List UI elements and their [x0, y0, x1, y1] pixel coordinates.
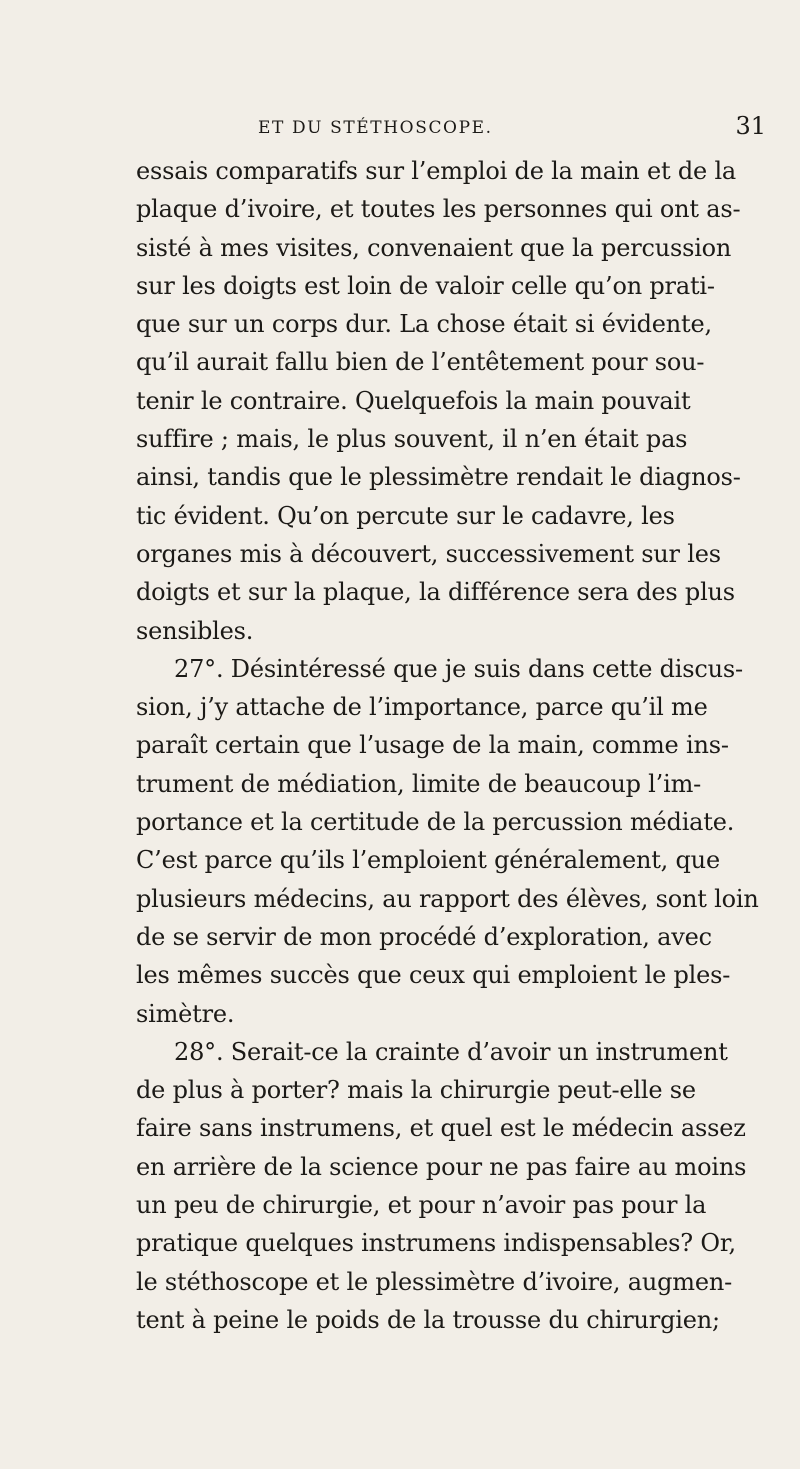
text-line-4: sur les doigts est loin de valoir celle qu’on prati- [136, 271, 715, 300]
text-line-19: C’est parce qu’ils l’emploient généralement, que [136, 846, 720, 875]
text-line-26: faire sans instrumens, et quel est le médecin assez [136, 1114, 746, 1143]
text-line-20: plusieurs médecins, au rapport des élèves, sont loin [136, 884, 759, 913]
text-line-28: un peu de chirurgie, et pour n’avoir pas pour la [136, 1191, 707, 1220]
text-line-3: sisté à mes visites, convenaient que la percussion [136, 233, 732, 262]
text-line-15: sion, j’y attache de l’importance, parce qu’il me [136, 693, 708, 722]
text-line-16: paraît certain que l’usage de la main, comme ins- [136, 731, 729, 760]
paragraph-28-line-1: 28°. Serait-ce la crainte d’avoir un instrument [174, 1037, 728, 1066]
text-line-10: tic évident. Qu’on percute sur le cadavre, les [136, 501, 675, 530]
text-line-5: que sur un corps dur. La chose était si évidente, [136, 310, 712, 339]
text-line-17: trument de médiation, limite de beaucoup l’im- [136, 769, 702, 798]
running-title: ET DU STÉTHOSCOPE. [258, 118, 493, 138]
text-line-27: en arrière de la science pour ne pas faire au moins [136, 1152, 747, 1181]
text-line-31: tent à peine le poids de la trousse du chirurgien; [136, 1305, 720, 1334]
text-line-30: le stéthoscope et le plessimètre d’ivoire, augmen- [136, 1267, 733, 1296]
text-line-29: pratique quelques instrumens indispensables? Or, [136, 1229, 736, 1258]
page-number: 31 [735, 112, 766, 140]
text-line-7: tenir le contraire. Quelquefois la main pouvait [136, 386, 691, 415]
text-line-13: sensibles. [136, 616, 254, 645]
text-line-21: de se servir de mon procédé d’exploration, avec [136, 922, 712, 951]
text-line-9: ainsi, tandis que le plessimètre rendait le diagnos- [136, 463, 741, 492]
text-line-18: portance et la certitude de la percussion médiate. [136, 808, 735, 837]
text-line-12: doigts et sur la plaque, la différence sera des plus [136, 578, 735, 607]
text-line-22: les mêmes succès que ceux qui emploient le ples- [136, 961, 731, 990]
text-line-2: plaque d’ivoire, et toutes les personnes qui ont as- [136, 195, 741, 224]
text-line-1: essais comparatifs sur l’emploi de la main et de la [136, 157, 737, 185]
text-line-23: simètre. [136, 999, 235, 1028]
paragraph-27-line-1: 27°. Désintéressé que je suis dans cette discus- [174, 654, 743, 683]
running-head [136, 112, 778, 146]
body-text [136, 152, 778, 1339]
text-line-6: qu’il aurait fallu bien de l’entêtement pour sou- [136, 348, 705, 377]
text-line-25: de plus à porter? mais la chirurgie peut-elle se [136, 1076, 696, 1105]
text-line-8: suffire ; mais, le plus souvent, il n’en était pas [136, 425, 688, 454]
text-line-11: organes mis à découvert, successivement sur les [136, 539, 721, 568]
